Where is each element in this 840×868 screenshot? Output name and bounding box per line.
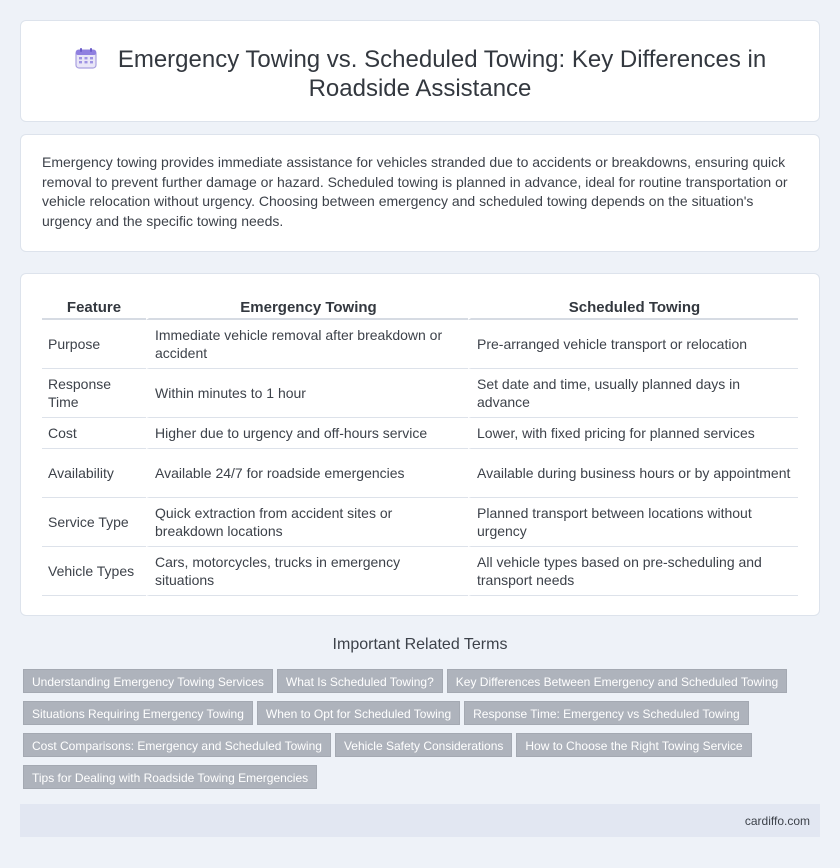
comparison-card: [20, 273, 820, 616]
cell-emergency: Within minutes to 1 hour: [146, 369, 468, 418]
cell-feature: Purpose: [42, 320, 146, 369]
cell-scheduled: Pre-arranged vehicle transport or relocation: [468, 320, 798, 369]
cell-scheduled: Planned transport between locations without urgency: [468, 498, 798, 547]
cell-feature: Cost: [42, 418, 146, 449]
related-terms-list: [23, 669, 803, 797]
page-title: [21, 45, 819, 103]
related-term-tag[interactable]: Vehicle Safety Considerations: [335, 733, 512, 757]
cell-scheduled: Lower, with fixed pricing for planned services: [468, 418, 798, 449]
table-row: [42, 418, 798, 449]
related-term-tag[interactable]: Response Time: Emergency vs Scheduled Towing: [464, 701, 749, 725]
related-term-tag[interactable]: Key Differences Between Emergency and Scheduled Towing: [447, 669, 787, 693]
cell-emergency: Quick extraction from accident sites or breakdown locations: [146, 498, 468, 547]
cell-feature: Availability: [42, 449, 146, 498]
cell-emergency: Cars, motorcycles, trucks in emergency situations: [146, 547, 468, 596]
cell-scheduled: Available during business hours or by appointment: [468, 449, 798, 498]
calendar-icon: [74, 46, 98, 70]
related-term-tag[interactable]: What Is Scheduled Towing?: [277, 669, 443, 693]
cell-emergency: Available 24/7 for roadside emergencies: [146, 449, 468, 498]
related-terms-title: Important Related Terms: [332, 636, 508, 653]
cell-feature: Vehicle Types: [42, 547, 146, 596]
related-term-tag[interactable]: Understanding Emergency Towing Services: [23, 669, 273, 693]
header-feature: Feature: [42, 296, 146, 320]
cell-feature: Service Type: [42, 498, 146, 547]
related-term-tag[interactable]: How to Choose the Right Towing Service: [516, 733, 751, 757]
header-scheduled: Scheduled Towing: [468, 296, 798, 320]
footer: [20, 804, 820, 837]
table-row: [42, 320, 798, 369]
cell-emergency: Immediate vehicle removal after breakdown or accident: [146, 320, 468, 369]
cell-feature: Response Time: [42, 369, 146, 418]
tag-row: [23, 765, 803, 797]
title-line-2: Roadside Assistance: [308, 75, 532, 102]
cell-scheduled: All vehicle types based on pre-scheduling and transport needs: [468, 547, 798, 596]
tag-row: [23, 733, 803, 765]
comparison-table: [42, 296, 798, 596]
tag-row: [23, 669, 803, 701]
related-term-tag[interactable]: When to Opt for Scheduled Towing: [257, 701, 460, 725]
title-line-1: Emergency Towing vs. Scheduled Towing: Key Differences in: [117, 46, 767, 73]
cell-scheduled: Set date and time, usually planned days in advance: [468, 369, 798, 418]
table-row: [42, 369, 798, 418]
table-row: [42, 547, 798, 596]
cell-emergency: Higher due to urgency and off-hours service: [146, 418, 468, 449]
header-emergency: Emergency Towing: [146, 296, 468, 320]
tag-row: [23, 701, 803, 733]
table-row: [42, 449, 798, 498]
footer-site-link[interactable]: cardiffo.com: [744, 814, 810, 828]
related-term-tag[interactable]: Cost Comparisons: Emergency and Scheduled Towing: [23, 733, 331, 757]
table-row: [42, 498, 798, 547]
intro-text: Emergency towing provides immediate assistance for vehicles stranded due to accidents or breakdowns, ensuring quick removal to prevent further damage or hazard. Scheduled towing is planned in advance, ideal for routine transportation or vehicle relocation without urgency. Choosing between emergency and scheduled towing depends on the situation's urgency and the specific towing needs.: [42, 154, 788, 229]
related-term-tag[interactable]: Tips for Dealing with Roadside Towing Emergencies: [23, 765, 317, 789]
title-card: [20, 20, 820, 122]
related-term-tag[interactable]: Situations Requiring Emergency Towing: [23, 701, 253, 725]
intro-card: [20, 134, 820, 252]
table-header-row: [42, 296, 798, 320]
